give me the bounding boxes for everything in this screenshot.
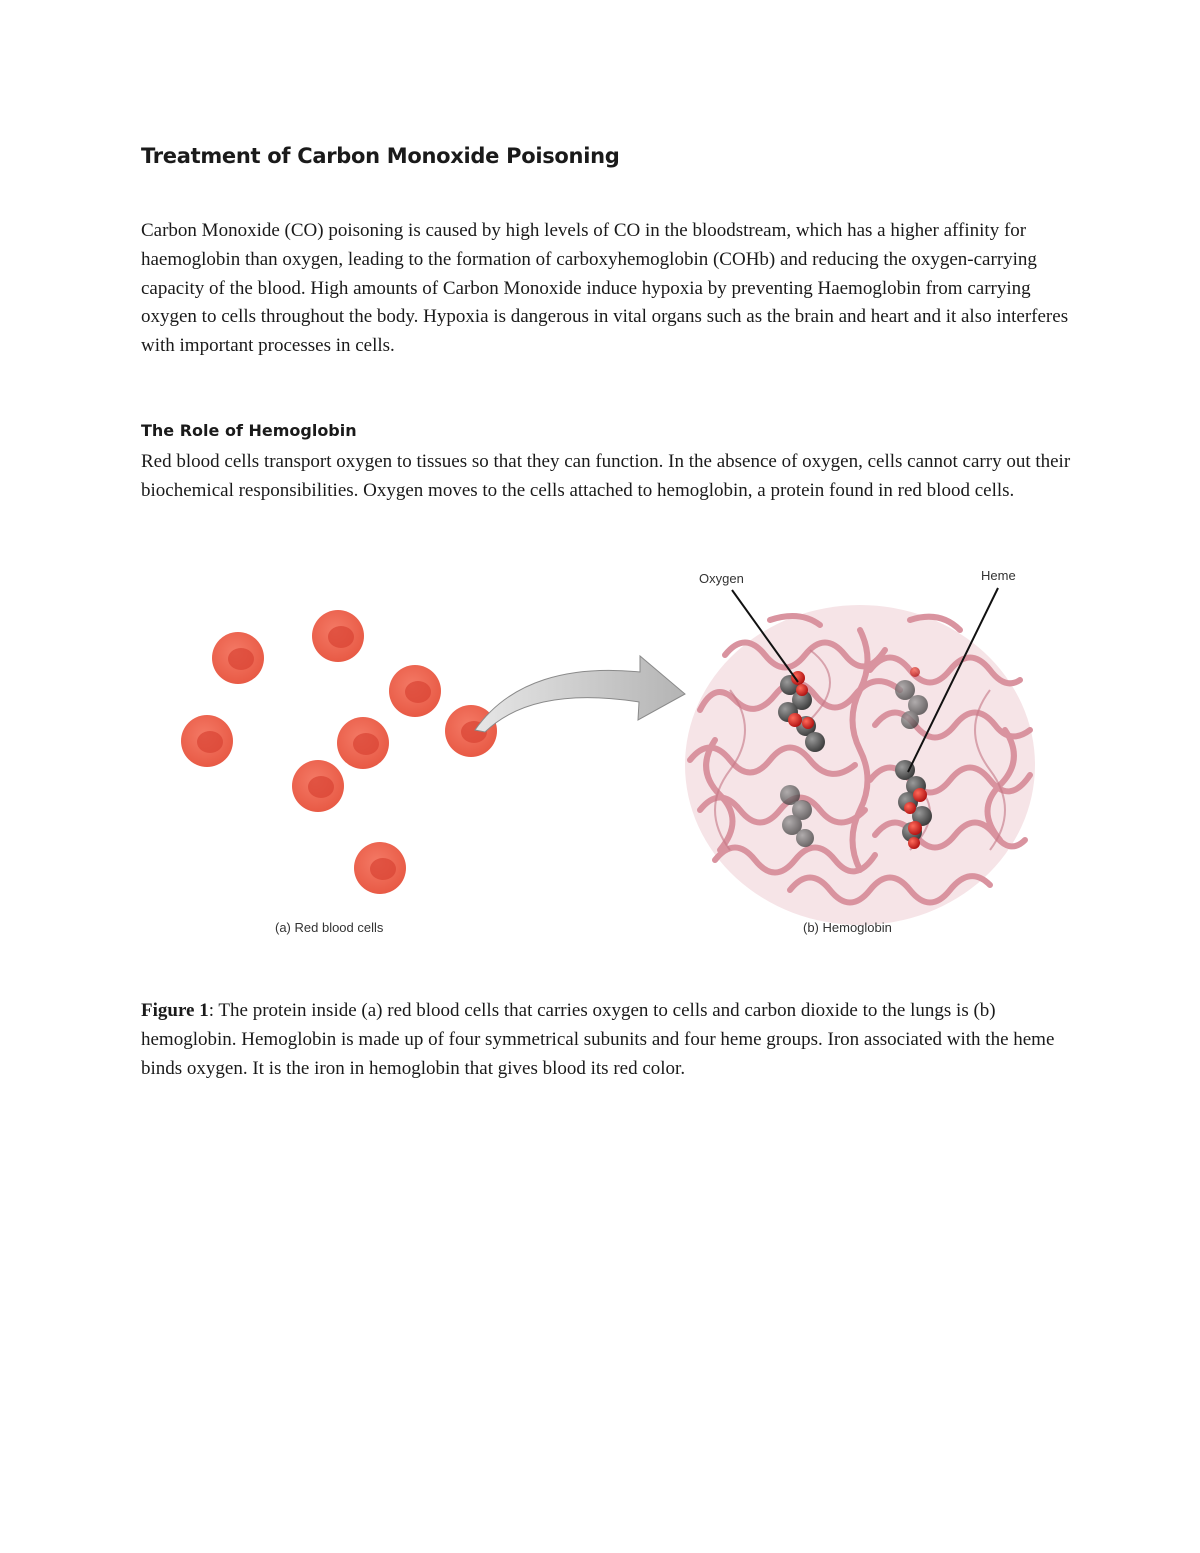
figure-caption-label: Figure 1 [141, 1000, 209, 1021]
red-blood-cells [181, 610, 497, 894]
hemoglobin-structure [685, 605, 1035, 925]
red-blood-cell [354, 842, 406, 894]
red-blood-cell [389, 665, 441, 717]
section-heading: The Role of Hemoglobin [141, 421, 357, 440]
red-blood-cell [212, 632, 264, 684]
hemoglobin-paragraph: Red blood cells transport oxygen to tissues so that they can function. In the absence of oxygen, cells cannot carry out their biochemical responsibilities. Oxygen moves to the cells attached to hemoglobin, a protein found in red blood cells. [141, 451, 1071, 501]
red-blood-cell [181, 715, 233, 767]
document-title: Treatment of Carbon Monoxide Poisoning [141, 144, 620, 168]
curved-arrow-icon [475, 656, 685, 732]
intro-paragraph: Carbon Monoxide (CO) poisoning is caused by high levels of CO in the bloodstream, which has a higher affinity for haemoglobin than oxygen, leading to the formation of carboxyhemoglobin (COHb) and reducing the oxygen-carrying capacity of the blood. High amounts of Carbon Monoxide induce hypoxia by preventing Haemoglobin from carrying oxygen to cells throughout the body. Hypoxia is dangerous in vital organs such as the brain and heart and it also interferes with important processes in cells. [141, 220, 1069, 357]
oxygen-label: Oxygen [699, 571, 744, 586]
caption-b: (b) Hemoglobin [803, 920, 892, 935]
figure-caption-text: : The protein inside (a) red blood cells that carries oxygen to cells and carbon dioxide to the lungs is (b) hemoglobin. Hemoglobin is made up of four symmetrical subunits and four heme groups. Iron associated with the heme binds oxygen. It is the iron in hemoglobin that gives blood its red color. [141, 1000, 1055, 1079]
heme-label: Heme [981, 568, 1016, 583]
red-blood-cell [312, 610, 364, 662]
red-blood-cell [292, 760, 344, 812]
hemoglobin-figure [170, 560, 1050, 945]
red-blood-cell [337, 717, 389, 769]
figure-caption [141, 997, 1071, 1083]
caption-a: (a) Red blood cells [275, 920, 384, 935]
